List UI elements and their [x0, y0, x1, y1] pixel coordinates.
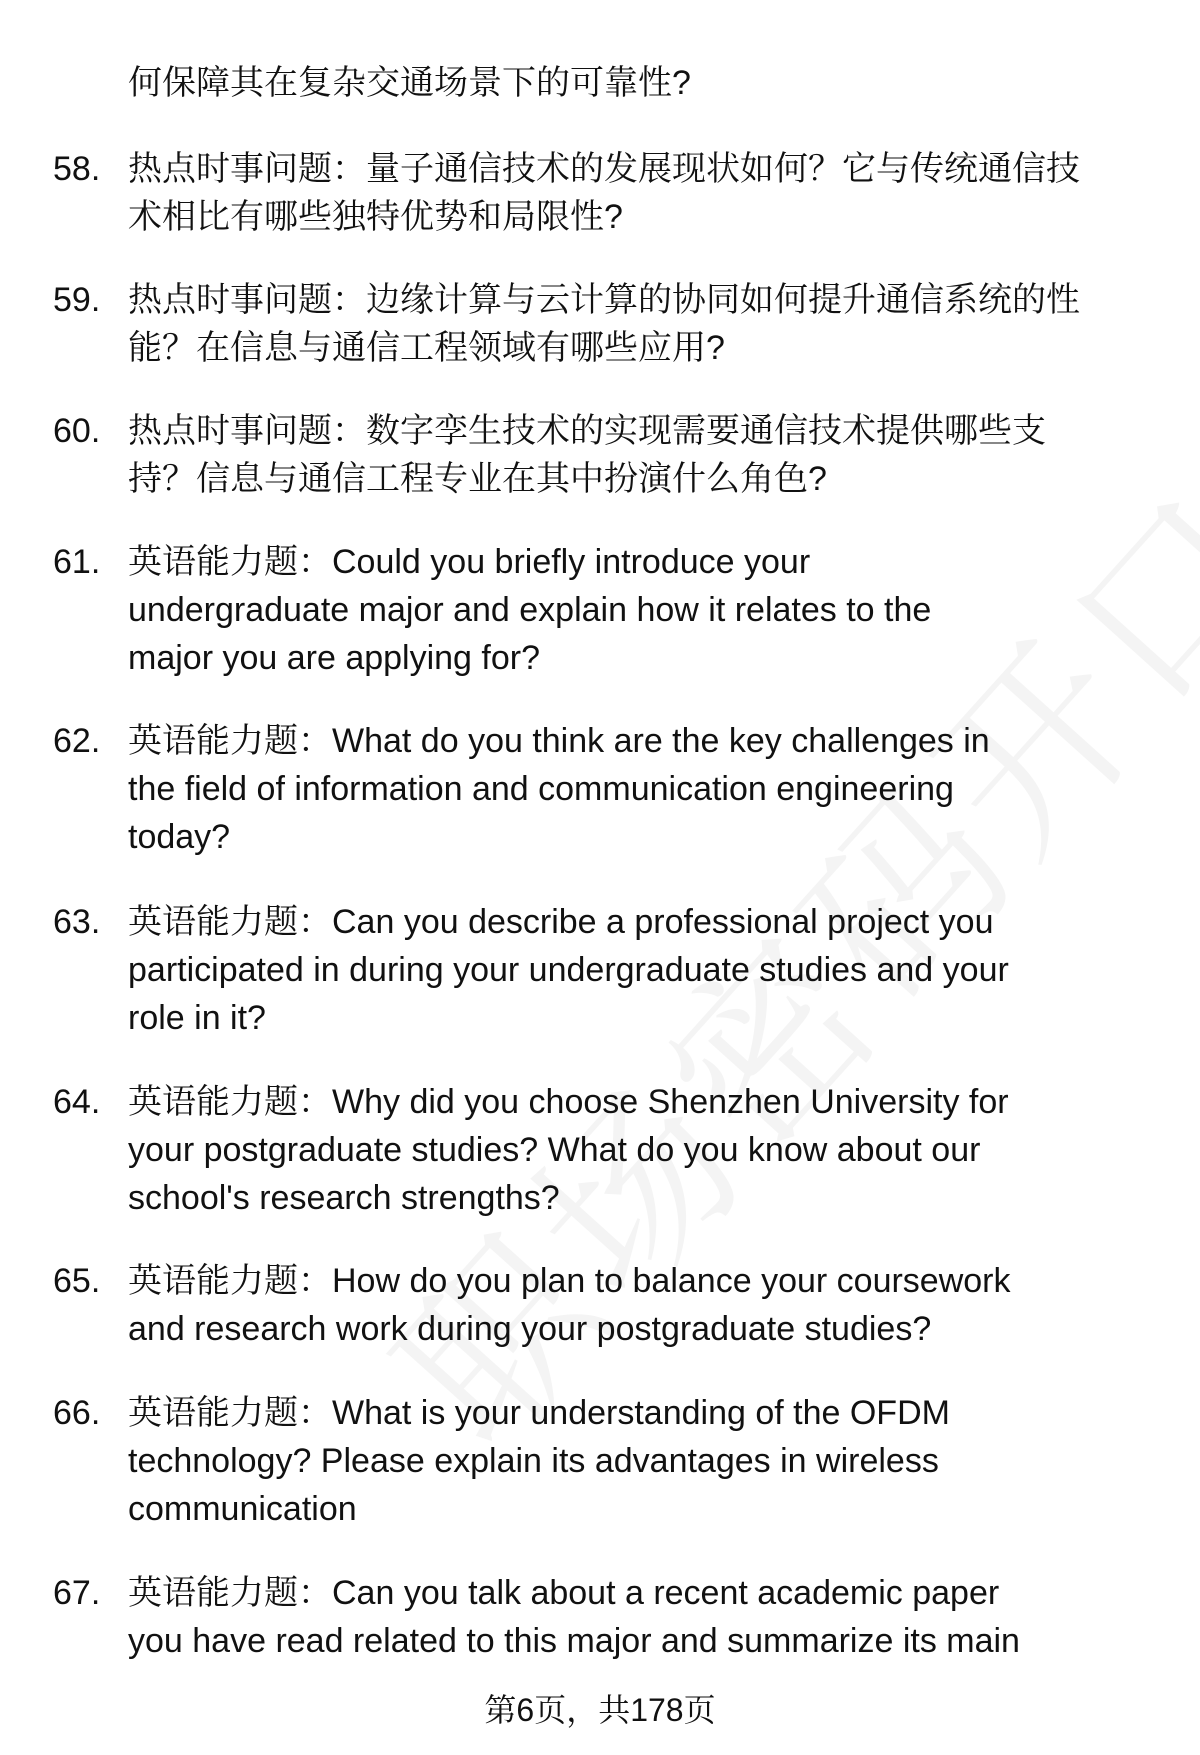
question-text-line: undergraduate major and explain how it relates to the — [128, 591, 932, 629]
item-number: 62. — [53, 722, 101, 760]
question-text-line: 热点时事问题：边缘计算与云计算的协同如何提升通信系统的性 — [128, 281, 1080, 319]
question-text-line: 英语能力题：Could you briefly introduce your — [128, 543, 811, 581]
item-number: 58. — [53, 150, 101, 188]
question-text-line: technology? Please explain its advantages in wireless — [128, 1442, 939, 1480]
question-text-line: and research work during your postgraduate studies? — [128, 1310, 932, 1348]
question-text-line: 英语能力题：What is your understanding of the OFDM — [128, 1394, 950, 1432]
item-number: 64. — [53, 1083, 101, 1121]
item-number: 59. — [53, 281, 101, 319]
item-number: 60. — [53, 412, 101, 450]
item-number: 61. — [53, 543, 101, 581]
question-text-line: 持？信息与通信工程专业在其中扮演什么角色? — [128, 460, 827, 498]
item-number: 63. — [53, 903, 101, 941]
question-text-line: 热点时事问题：量子通信技术的发展现状如何？它与传统通信技 — [128, 150, 1080, 188]
question-text-line: communication — [128, 1490, 357, 1528]
item-number: 67. — [53, 1574, 101, 1612]
question-text-line: today? — [128, 818, 231, 856]
page-footer: 第6页，共178页 — [484, 1692, 716, 1728]
question-text-line: 英语能力题：What do you think are the key challenges in — [128, 722, 990, 760]
question-text-line: 英语能力题：Can you talk about a recent academic paper — [128, 1574, 1000, 1612]
continued-line: 何保障其在复杂交通场景下的可靠性? — [128, 64, 691, 102]
question-text-line: participated in during your undergraduate studies and your — [128, 951, 1009, 989]
question-text-line: 热点时事问题：数字孪生技术的实现需要通信技术提供哪些支 — [128, 412, 1046, 450]
question-text-line: 英语能力题：How do you plan to balance your coursework — [128, 1262, 1011, 1300]
question-text-line: major you are applying for? — [128, 639, 541, 677]
question-text-line: you have read related to this major and summarize its main — [128, 1622, 1020, 1660]
question-text-line: 术相比有哪些独特优势和局限性? — [128, 198, 623, 236]
question-text-line: role in it? — [128, 999, 266, 1037]
item-number: 66. — [53, 1394, 101, 1432]
question-text-line: 英语能力题：Why did you choose Shenzhen University for — [128, 1083, 1009, 1121]
question-text-line: 英语能力题：Can you describe a professional project you — [128, 903, 994, 941]
item-number: 65. — [53, 1262, 101, 1300]
question-text-line: school's research strengths? — [128, 1179, 560, 1217]
question-text-line: your postgraduate studies? What do you know about our — [128, 1131, 981, 1169]
question-text-line: 能？在信息与通信工程领域有哪些应用? — [128, 329, 725, 367]
question-text-line: the field of information and communication engineering — [128, 770, 954, 808]
